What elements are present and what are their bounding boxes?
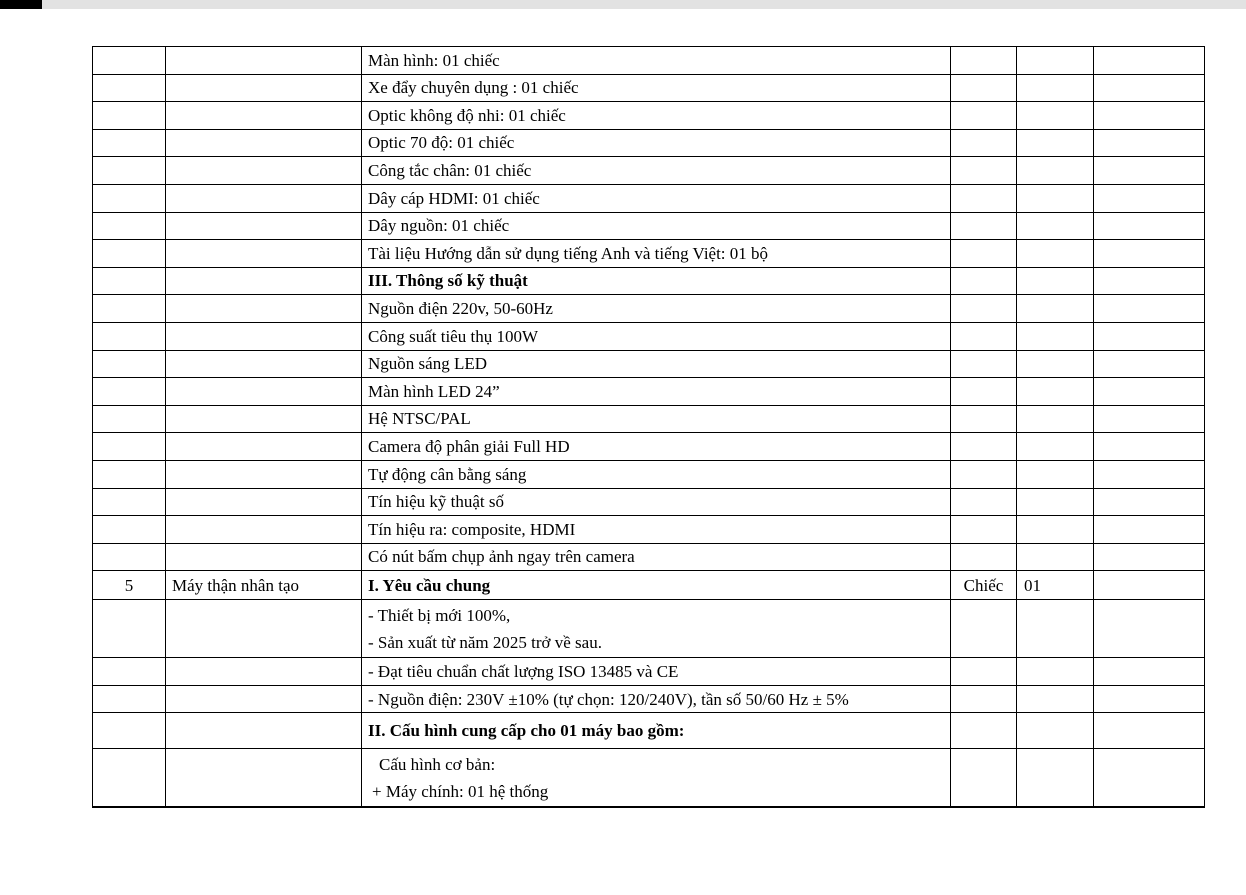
table-row xyxy=(93,157,1205,185)
cell-desc: Có nút bấm chụp ảnh ngay trên camera xyxy=(362,543,951,571)
cell-name xyxy=(166,658,362,686)
cell-unit xyxy=(951,322,1017,350)
cell-qty xyxy=(1017,102,1094,130)
cell-desc: Nguồn điện 220v, 50-60Hz xyxy=(362,295,951,323)
table-row xyxy=(93,488,1205,516)
table-row xyxy=(93,295,1205,323)
cell-note xyxy=(1094,102,1205,130)
desc-line: - Sản xuất từ năm 2025 trở về sau. xyxy=(368,632,602,652)
cell-note xyxy=(1094,571,1205,600)
cell-qty xyxy=(1017,543,1094,571)
top-window-strip xyxy=(0,0,1246,9)
table-row-section-heading xyxy=(93,713,1205,749)
cell-qty xyxy=(1017,74,1094,102)
cell-qty: 01 xyxy=(1017,571,1094,600)
cell-stt xyxy=(93,405,166,433)
cell-qty xyxy=(1017,267,1094,295)
cell-desc: Tự động cân bằng sáng xyxy=(362,460,951,488)
cell-qty xyxy=(1017,47,1094,75)
cell-note xyxy=(1094,322,1205,350)
cell-note xyxy=(1094,350,1205,378)
cell-note xyxy=(1094,157,1205,185)
cell-stt xyxy=(93,543,166,571)
cell-unit xyxy=(951,295,1017,323)
cell-name: Máy thận nhân tạo xyxy=(166,571,362,600)
cell-stt xyxy=(93,685,166,713)
cell-stt xyxy=(93,322,166,350)
cell-note xyxy=(1094,488,1205,516)
top-left-black-segment xyxy=(0,0,42,9)
cell-name xyxy=(166,350,362,378)
cell-unit xyxy=(951,685,1017,713)
cell-desc: Màn hình LED 24” xyxy=(362,378,951,406)
cell-qty xyxy=(1017,129,1094,157)
cell-note xyxy=(1094,378,1205,406)
cell-unit xyxy=(951,405,1017,433)
cell-name xyxy=(166,267,362,295)
cell-unit xyxy=(951,433,1017,461)
cell-note xyxy=(1094,685,1205,713)
cell-name xyxy=(166,184,362,212)
table-row xyxy=(93,322,1205,350)
cell-qty xyxy=(1017,295,1094,323)
cell-stt xyxy=(93,433,166,461)
cell-stt xyxy=(93,47,166,75)
cell-stt xyxy=(93,74,166,102)
cell-unit xyxy=(951,658,1017,686)
cell-note xyxy=(1094,267,1205,295)
cell-qty xyxy=(1017,516,1094,544)
cell-desc: Tài liệu Hướng dẫn sử dụng tiếng Anh và tiếng Việt: 01 bộ xyxy=(362,240,951,268)
table-row xyxy=(93,600,1205,658)
cell-qty xyxy=(1017,322,1094,350)
cell-qty xyxy=(1017,378,1094,406)
table-row xyxy=(93,212,1205,240)
cell-name xyxy=(166,600,362,658)
cell-stt xyxy=(93,713,166,749)
table-row xyxy=(93,516,1205,544)
cell-stt xyxy=(93,102,166,130)
cell-unit xyxy=(951,749,1017,807)
table-row xyxy=(93,543,1205,571)
cell-stt xyxy=(93,600,166,658)
cell-desc: II. Cấu hình cung cấp cho 01 máy bao gồm: xyxy=(362,713,951,749)
table-row xyxy=(93,240,1205,268)
cell-unit xyxy=(951,516,1017,544)
table-row xyxy=(93,460,1205,488)
desc-line: - Thiết bị mới 100%, xyxy=(368,605,511,625)
cell-note xyxy=(1094,516,1205,544)
cell-note xyxy=(1094,295,1205,323)
cell-qty xyxy=(1017,488,1094,516)
cell-unit xyxy=(951,378,1017,406)
cell-desc: I. Yêu cầu chung xyxy=(362,571,951,600)
cell-desc: Dây cáp HDMI: 01 chiếc xyxy=(362,184,951,212)
cell-name xyxy=(166,295,362,323)
cell-qty xyxy=(1017,600,1094,658)
cell-note xyxy=(1094,713,1205,749)
cell-stt xyxy=(93,350,166,378)
cell-unit xyxy=(951,488,1017,516)
cell-name xyxy=(166,102,362,130)
table-row xyxy=(93,378,1205,406)
cell-stt xyxy=(93,460,166,488)
cell-desc: Optic 70 độ: 01 chiếc xyxy=(362,129,951,157)
cell-unit xyxy=(951,129,1017,157)
cell-name xyxy=(166,378,362,406)
cell-name xyxy=(166,543,362,571)
cell-qty xyxy=(1017,212,1094,240)
table-row xyxy=(93,102,1205,130)
cell-unit xyxy=(951,267,1017,295)
cell-stt xyxy=(93,658,166,686)
cell-note xyxy=(1094,47,1205,75)
cell-note xyxy=(1094,658,1205,686)
table-row-section-heading xyxy=(93,267,1205,295)
cell-qty xyxy=(1017,157,1094,185)
cell-desc: - Đạt tiêu chuẩn chất lượng ISO 13485 và CE xyxy=(362,658,951,686)
cell-unit xyxy=(951,47,1017,75)
cell-name xyxy=(166,240,362,268)
cell-unit xyxy=(951,212,1017,240)
cell-name xyxy=(166,460,362,488)
cell-name xyxy=(166,129,362,157)
cell-unit xyxy=(951,184,1017,212)
cell-desc: Công tắc chân: 01 chiếc xyxy=(362,157,951,185)
cell-qty xyxy=(1017,658,1094,686)
cell-note xyxy=(1094,600,1205,658)
cell-name xyxy=(166,749,362,807)
cell-note xyxy=(1094,433,1205,461)
cell-desc: Công suất tiêu thụ 100W xyxy=(362,322,951,350)
table-row-item-5 xyxy=(93,571,1205,600)
cell-desc: Màn hình: 01 chiếc xyxy=(362,47,951,75)
table-row xyxy=(93,184,1205,212)
cell-unit xyxy=(951,460,1017,488)
cell-unit xyxy=(951,543,1017,571)
cell-qty xyxy=(1017,460,1094,488)
cell-stt xyxy=(93,212,166,240)
cell-stt: 5 xyxy=(93,571,166,600)
cell-note xyxy=(1094,240,1205,268)
cell-note xyxy=(1094,543,1205,571)
desc-line: + Máy chính: 01 hệ thống xyxy=(372,781,549,801)
cell-desc: Optic không độ nhi: 01 chiếc xyxy=(362,102,951,130)
table-row xyxy=(93,433,1205,461)
cell-unit xyxy=(951,74,1017,102)
table-row xyxy=(93,350,1205,378)
cell-stt xyxy=(93,749,166,807)
cell-qty xyxy=(1017,433,1094,461)
cell-stt xyxy=(93,488,166,516)
cell-stt xyxy=(93,184,166,212)
table-row xyxy=(93,129,1205,157)
cell-stt xyxy=(93,295,166,323)
cell-desc: Xe đẩy chuyên dụng : 01 chiếc xyxy=(362,74,951,102)
cell-unit xyxy=(951,350,1017,378)
cell-desc: Camera độ phân giải Full HD xyxy=(362,433,951,461)
cell-stt xyxy=(93,378,166,406)
cell-desc: Tín hiệu kỹ thuật số xyxy=(362,488,951,516)
cell-name xyxy=(166,488,362,516)
cell-note xyxy=(1094,405,1205,433)
table-row xyxy=(93,749,1205,807)
cell-name xyxy=(166,433,362,461)
cell-note xyxy=(1094,74,1205,102)
cell-stt xyxy=(93,516,166,544)
cell-unit xyxy=(951,102,1017,130)
cell-name xyxy=(166,516,362,544)
cell-name xyxy=(166,685,362,713)
cell-name xyxy=(166,405,362,433)
cell-stt xyxy=(93,129,166,157)
cell-desc xyxy=(362,749,951,807)
cell-unit xyxy=(951,240,1017,268)
cell-qty xyxy=(1017,350,1094,378)
cell-note xyxy=(1094,184,1205,212)
cell-name xyxy=(166,47,362,75)
cell-name xyxy=(166,157,362,185)
spec-table xyxy=(92,46,1205,808)
desc-line: Cấu hình cơ bản: xyxy=(379,754,496,774)
table-row xyxy=(93,47,1205,75)
cell-name xyxy=(166,713,362,749)
cell-stt xyxy=(93,240,166,268)
cell-stt xyxy=(93,267,166,295)
cell-note xyxy=(1094,129,1205,157)
cell-qty xyxy=(1017,685,1094,713)
table-row xyxy=(93,405,1205,433)
cell-note xyxy=(1094,460,1205,488)
cell-note xyxy=(1094,749,1205,807)
table-row xyxy=(93,658,1205,686)
cell-desc: Hệ NTSC/PAL xyxy=(362,405,951,433)
cell-qty xyxy=(1017,713,1094,749)
table-row xyxy=(93,74,1205,102)
cell-desc xyxy=(362,600,951,658)
cell-name xyxy=(166,74,362,102)
cell-unit: Chiếc xyxy=(951,571,1017,600)
cell-desc: Nguồn sáng LED xyxy=(362,350,951,378)
cell-qty xyxy=(1017,240,1094,268)
cell-name xyxy=(166,322,362,350)
cell-note xyxy=(1094,212,1205,240)
cell-desc: III. Thông số kỹ thuật xyxy=(362,267,951,295)
cell-unit xyxy=(951,600,1017,658)
table-row xyxy=(93,685,1205,713)
cell-unit xyxy=(951,713,1017,749)
cell-name xyxy=(166,212,362,240)
cell-unit xyxy=(951,157,1017,185)
cell-qty xyxy=(1017,749,1094,807)
cell-qty xyxy=(1017,184,1094,212)
cell-desc: Tín hiệu ra: composite, HDMI xyxy=(362,516,951,544)
cell-qty xyxy=(1017,405,1094,433)
cell-desc: - Nguồn điện: 230V ±10% (tự chọn: 120/240V), tần số 50/60 Hz ± 5% xyxy=(362,685,951,713)
cell-desc: Dây nguồn: 01 chiếc xyxy=(362,212,951,240)
cell-stt xyxy=(93,157,166,185)
